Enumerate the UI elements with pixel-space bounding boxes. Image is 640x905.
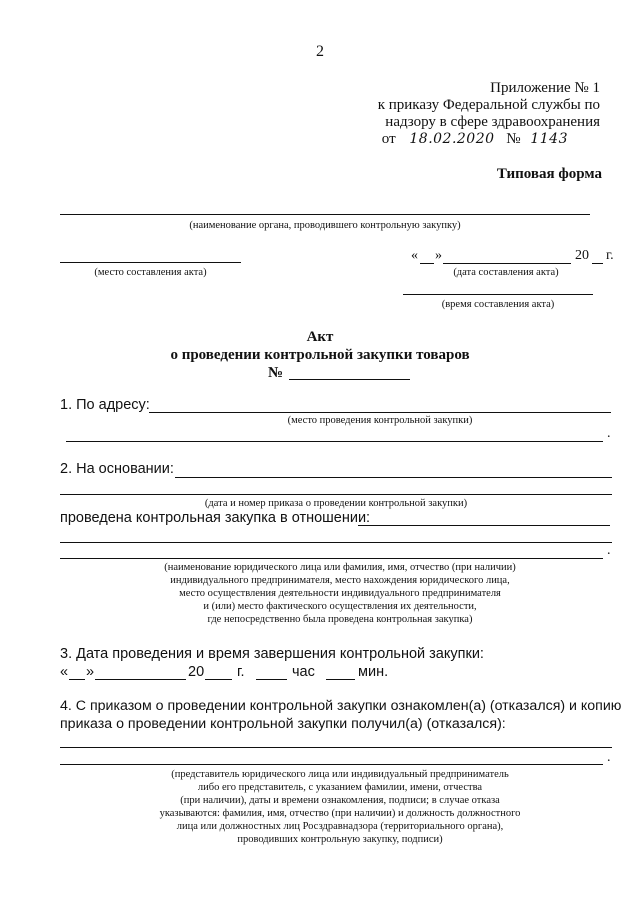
- section2-subject-line: [358, 525, 610, 526]
- appendix-date-handwritten: 18.02.2020: [409, 131, 495, 147]
- section4-caption-line: проводивших контрольную закупку, подписи): [237, 834, 443, 845]
- section3-year-prefix: 20: [188, 664, 205, 680]
- appendix-line-2: к приказу Федеральной службы по: [377, 97, 600, 113]
- appendix-number-handwritten: 1143: [530, 131, 568, 147]
- section4-caption-line: указываются: фамилия, имя, отчество (при наличии) и должность должностного: [159, 808, 521, 819]
- section2-text: проведена контрольная закупка в отношении:: [60, 510, 371, 526]
- appendix-line-1: Приложение № 1: [490, 80, 600, 96]
- place-line: [60, 262, 241, 263]
- act-number-sign: №: [268, 365, 284, 381]
- section2-caption-2-line: и (или) место фактического осуществления их деятельности,: [203, 601, 477, 612]
- date-year-suffix: г.: [606, 248, 614, 263]
- section2-period: .: [607, 543, 611, 558]
- appendix-num-sign: №: [506, 131, 521, 147]
- section2-caption-2-line: место осуществления деятельности индивидуального предпринимателя: [179, 588, 501, 599]
- section1-label: 1. По адресу:: [60, 397, 150, 413]
- section2-caption-2-line: где непосредственно была проведена контрольная закупка): [207, 614, 473, 625]
- act-title: Акт: [306, 329, 334, 345]
- section4-line-1: [60, 747, 612, 748]
- date-open-quote: «: [411, 248, 418, 263]
- date-year-line: [592, 263, 603, 264]
- section4-caption-line: либо его представитель, с указанием фамилии, имени, отчества: [197, 782, 483, 793]
- section3-day-line: [69, 679, 85, 680]
- section2-subject-line-2: [60, 542, 612, 543]
- section4-text-line-1: 4. С приказом о проведении контрольной закупки ознакомлен(а) (отказался) и копию: [60, 698, 622, 714]
- section2-caption-2: [100, 561, 580, 626]
- section3-open-quote: «: [60, 664, 69, 680]
- organ-name-line: [60, 214, 590, 215]
- section1-address-line-2: [66, 441, 603, 442]
- date-caption: (дата составления акта): [453, 267, 559, 278]
- section3-hour-label: час: [292, 664, 315, 680]
- section3-minute-label: мин.: [358, 664, 389, 680]
- section4-caption-line: (представитель юридического лица или индивидуальный предприниматель: [171, 769, 509, 780]
- section4-period: .: [607, 750, 611, 765]
- section2-basis-line-2: [60, 494, 612, 495]
- section2-subject-line-3: [60, 558, 603, 559]
- date-day-line: [420, 263, 434, 264]
- date-year-prefix: 20: [575, 248, 589, 263]
- section3-month-line: [95, 679, 186, 680]
- organ-name-caption: (наименование органа, проводившего контрольную закупку): [189, 220, 461, 231]
- place-caption: (место составления акта): [94, 267, 207, 278]
- form-type-label: Типовая форма: [496, 166, 602, 182]
- time-caption: (время составления акта): [441, 299, 555, 310]
- appendix-date-line: [300, 131, 600, 148]
- section4-caption-line: (при наличии), даты и времени ознакомления, подписи; в случае отказа: [180, 795, 500, 806]
- section3-year-line: [205, 679, 232, 680]
- appendix-from: от: [381, 131, 396, 147]
- section4-line-2: [60, 764, 603, 765]
- section4-caption-line: лица или должностных лиц Росздравнадзора (территориального органа),: [176, 821, 504, 832]
- act-subtitle: о проведении контрольной закупки товаров: [170, 347, 470, 363]
- section2-caption-2-line: индивидуального предпринимателя, место нахождения юридического лица,: [170, 575, 510, 586]
- section3-year-suffix: г.: [237, 664, 245, 680]
- act-number-line: [289, 379, 410, 380]
- section2-basis-line: [175, 477, 612, 478]
- section1-address-line: [149, 412, 611, 413]
- time-line: [403, 294, 593, 295]
- section2-label: 2. На основании:: [60, 461, 174, 477]
- section4-caption: [100, 768, 580, 846]
- section3-hour-line: [256, 679, 287, 680]
- page-number: 2: [316, 43, 324, 60]
- appendix-line-3: надзору в сфере здравоохранения: [385, 114, 600, 130]
- section1-caption: (место проведения контрольной закупки): [287, 415, 473, 426]
- appendix-block: [300, 80, 600, 148]
- section1-period: .: [607, 426, 611, 441]
- date-month-line: [443, 263, 571, 264]
- section3-label: 3. Дата проведения и время завершения контрольной закупки:: [60, 646, 484, 662]
- section4-text-line-2: приказа о проведении контрольной закупки получил(а) (отказался):: [60, 716, 506, 732]
- section2-caption: (дата и номер приказа о проведении контрольной закупки): [204, 498, 468, 509]
- section2-caption-2-line: (наименование юридического лица или фамилия, имя, отчество (при наличии): [164, 562, 516, 573]
- section3-minute-line: [326, 679, 355, 680]
- date-close-quote: »: [435, 248, 442, 263]
- section3-close-quote: »: [86, 664, 95, 680]
